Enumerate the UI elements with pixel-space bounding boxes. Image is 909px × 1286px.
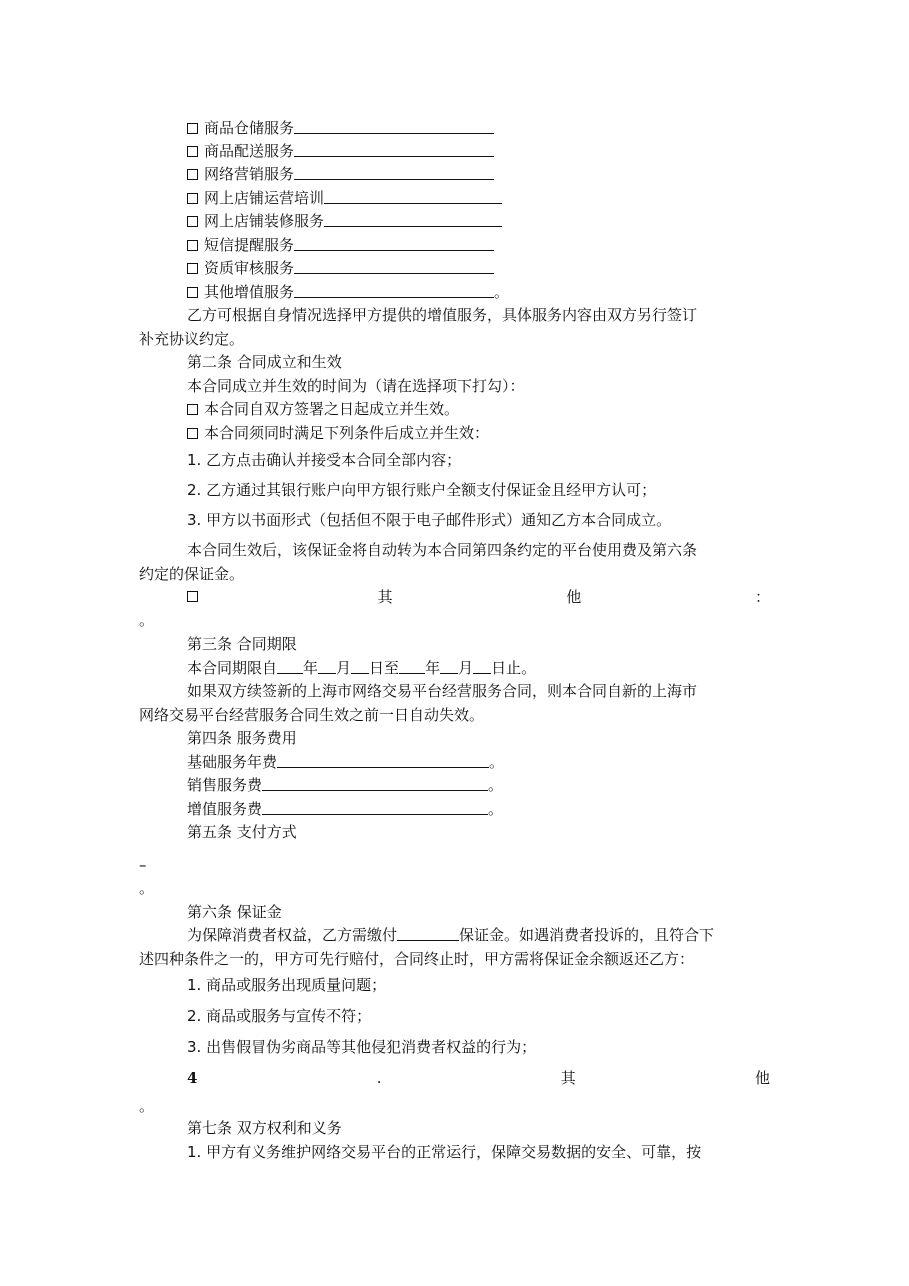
article-title: 第二条 合同成立和生效 [187,353,342,371]
condition-item: 2. 商品或服务与宣传不符； [187,1007,372,1025]
fill-blank[interactable] [324,211,502,227]
fee-item: 基础服务年费 。 [187,753,505,771]
line-end-mark: 。 [139,611,155,629]
month-blank[interactable] [318,658,336,674]
article-title: 第七条 双方权利和义务 [187,1119,342,1137]
option-item: 本合同自双方签署之日起成立并生效。 [187,399,459,419]
condition-item: 1. 商品或服务出现质量问题； [187,976,387,994]
condition-item: 2. 乙方通过其银行账户向甲方银行账户全额支付保证金且经甲方认可； [187,481,657,499]
checkbox[interactable] [187,263,198,274]
checkbox[interactable] [187,169,198,180]
month-blank[interactable] [440,658,458,674]
checkbox[interactable] [187,240,198,251]
fill-blank[interactable] [294,282,494,298]
checkbox[interactable] [187,287,198,298]
deposit-blank[interactable] [397,925,459,941]
paragraph-line: 本合同生效后，该保证金将自动转为本合同第四条约定的平台使用费及第六条 [187,541,698,559]
fee-item: 增值服务费 。 [187,800,504,818]
checkbox[interactable] [187,193,198,204]
checkbox[interactable] [187,123,198,134]
checkbox[interactable] [187,146,198,157]
fill-blank[interactable] [294,141,494,157]
day-blank[interactable] [473,658,491,674]
service-item: 网上店铺装修服务 [187,211,502,231]
fill-blank[interactable] [294,118,494,134]
fill-blank[interactable] [294,235,494,251]
paragraph-line: 乙方可根据自身情况选择甲方提供的增值服务，具体服务内容由双方另行签订 [187,306,698,324]
paragraph-line: 约定的保证金。 [139,565,245,583]
condition-other-line: 4 . 其 他 [187,1069,770,1087]
day-blank[interactable] [351,658,369,674]
paragraph-line: 述四种条件之一的，甲方可先行赔付，合同终止时，甲方需将保证金余额返还乙方： [139,950,695,968]
condition-item: 1. 乙方点击确认并接受本合同全部内容； [187,451,462,469]
line-end-mark: 。 [139,879,155,897]
checkbox[interactable] [187,428,198,439]
condition-item: 3. 出售假冒伪劣商品等其他侵犯消费者权益的行为； [187,1038,537,1056]
article-title: 第三条 合同期限 [187,635,297,653]
contract-period: 本合同期限自 年 月 日至 年 月 日止。 [187,659,537,677]
fee-item: 销售服务费 。 [187,776,504,794]
checkbox[interactable] [187,591,198,602]
service-item: 资质审核服务 [187,258,494,278]
condition-item: 3. 甲方以书面形式（包括但不限于电子邮件形式）通知乙方本合同成立。 [187,511,672,529]
year-blank[interactable] [399,658,425,674]
article-title: 第五条 支付方式 [187,823,297,841]
checkbox[interactable] [187,404,198,415]
service-item: 网络营销服务 [187,164,494,184]
paragraph-line: 本合同成立并生效的时间为（请在选择项下打勾）： [187,377,525,395]
article-title: 第四条 服务费用 [187,729,297,747]
other-option-line: 其 他 ： [187,587,770,607]
service-item: 商品配送服务 [187,141,494,161]
service-item: 网上店铺运营培训 [187,188,502,208]
paragraph-line: 网络交易平台经营服务合同生效之前一日自动失效。 [139,706,485,724]
service-item: 商品仓储服务 [187,118,494,138]
paragraph-line: 如果双方续签新的上海市网络交易平台经营服务合同，则本合同自新的上海市 [187,682,698,700]
paragraph-line: 为保障消费者权益，乙方需缴付 保证金。如遇消费者投诉的，且符合下 [187,926,715,944]
article-title: 第六条 保证金 [187,903,282,921]
paragraph-line: 1. 甲方有义务维护网络交易平台的正常运行，保障交易数据的安全、可靠，按 [187,1143,702,1161]
checkbox[interactable] [187,216,198,227]
line-end-mark: 。 [139,1097,155,1115]
service-item: 短信提醒服务 [187,235,494,255]
fill-blank[interactable] [262,775,488,791]
fill-blank[interactable] [294,164,494,180]
paragraph-line: 补充协议约定。 [139,330,245,348]
fill-blank[interactable] [277,752,489,768]
year-blank[interactable] [277,658,303,674]
blank-dash: – [139,856,147,874]
service-item: 其他增值服务 。 [187,282,509,302]
fill-blank[interactable] [324,188,502,204]
fill-blank[interactable] [294,258,494,274]
fill-blank[interactable] [262,799,488,815]
option-item: 本合同须同时满足下列条件后成立并生效： [187,423,489,443]
